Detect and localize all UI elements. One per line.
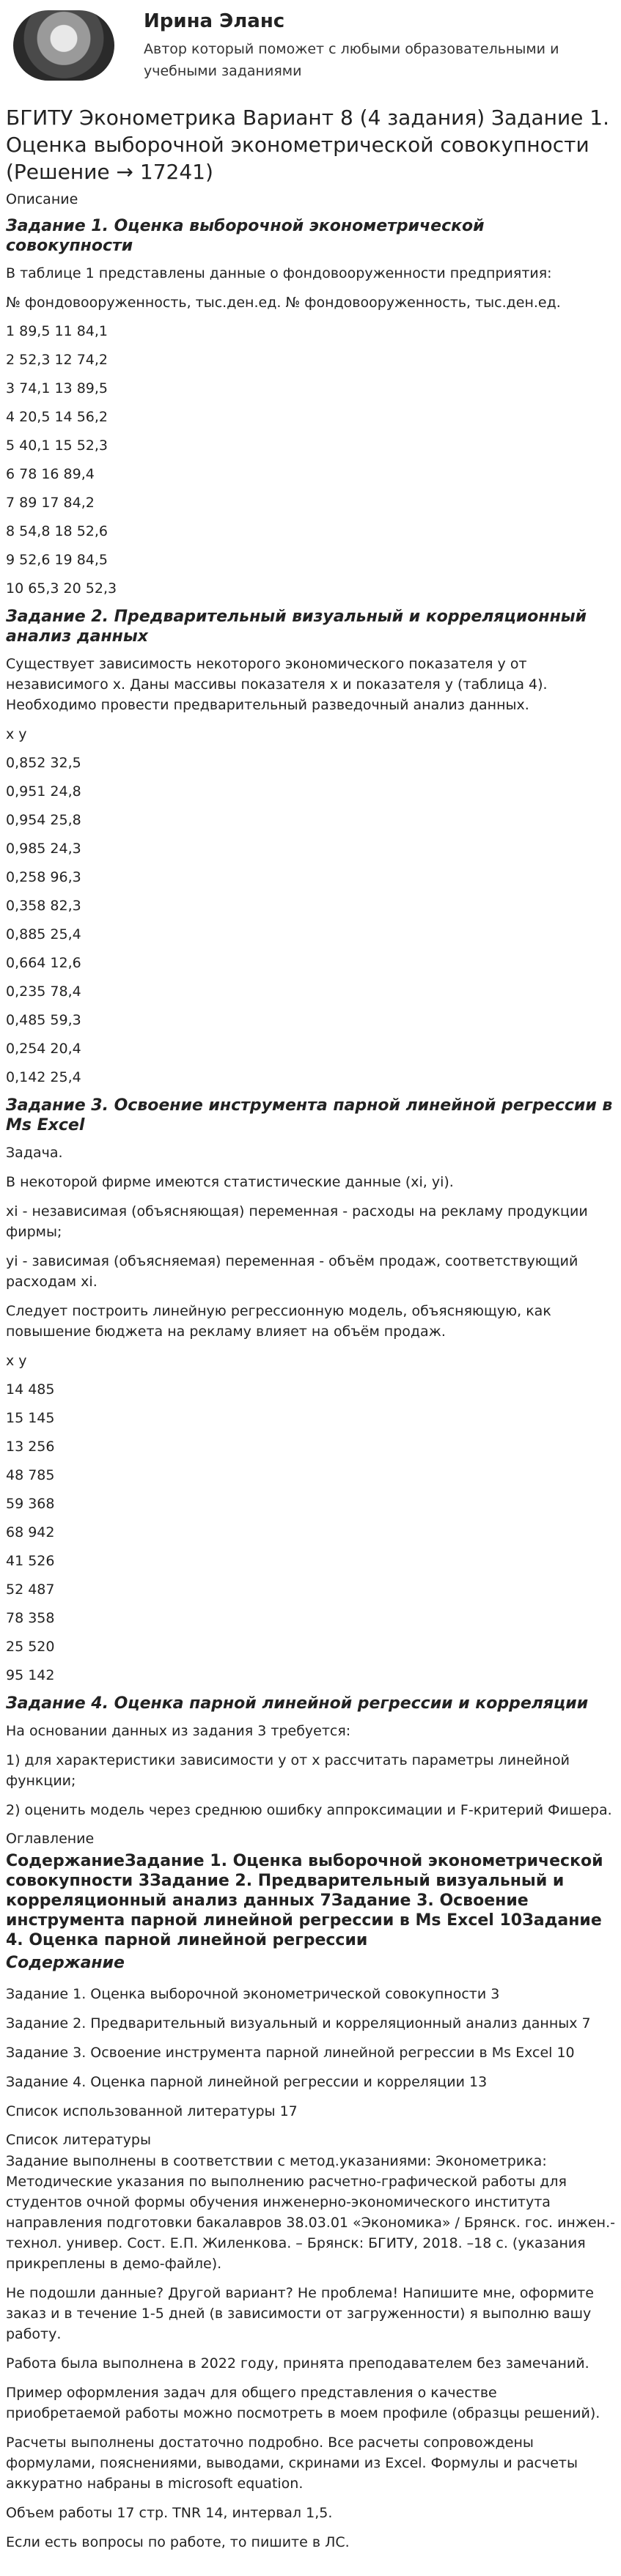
table-row: 7 89 17 84,2 (6, 495, 95, 511)
task3-p3: yi - зависимая (объясняемая) переменная - объём продаж, соответствующий расходам xi. (6, 1253, 578, 1290)
footer-p6: Если есть вопросы по работе, то пишите в ЛС. (6, 2534, 350, 2550)
table-row: 41 526 (6, 1553, 55, 1569)
task3-heading: Задание 3. Освоение инструмента парной линейной регрессии в Ms Excel (6, 1096, 613, 1134)
table-row: 0,142 25,4 (6, 1069, 81, 1085)
table-row: 5 40,1 15 52,3 (6, 438, 108, 454)
task2-intro: Существует зависимость некоторого экономического показателя y от независимого x. Даны массивы показателя x и показателя y (таблица 4). Необходимо провести предварительный разведочный анализ данных. (6, 656, 548, 713)
table-row: 0,885 25,4 (6, 926, 81, 942)
author-info (144, 10, 584, 82)
task2-heading: Задание 2. Предварительный визуальный и корреляционный анализ данных (6, 608, 587, 646)
table-row: 9 52,6 19 84,5 (6, 552, 108, 568)
table-row: 0,254 20,4 (6, 1041, 81, 1057)
task4-p3: 2) оценить модель через среднюю ошибку аппроксимации и F-критерий Фишера. (6, 1802, 612, 1818)
footer-p5: Объем работы 17 стр. TNR 14, интервал 1,5. (6, 2505, 333, 2521)
toc-bold-block: СодержаниеЗадание 1. Оценка выборочной эконометрической совокупности 3Задание 2. Предварительный визуальный и корреляционный анализ данных 7Задание 3. Освоение инструмента парной линейной регрессии в Ms Excel 10Задание 4. Оценка парной линейной регрессии (6, 1852, 603, 1949)
list-item: Задание 4. Оценка парной линейной регрессии и корреляции 13 (6, 2074, 488, 2090)
table-row: 68 942 (6, 1524, 55, 1540)
toc-list (6, 1984, 615, 2122)
table-row: 0,358 82,3 (6, 898, 81, 914)
footer-p1: Не подошли данные? Другой вариант? Не проблема! Напишите мне, оформите заказ и в течение 1-5 дней (в зависимости от загруженности) я выполню вашу работу. (6, 2285, 594, 2342)
table-row: 25 520 (6, 1639, 55, 1655)
table-row: 52 487 (6, 1582, 55, 1598)
toc-label: Оглавление (6, 1831, 95, 1847)
table-row: 95 142 (6, 1667, 55, 1683)
description-label: Описание (6, 191, 78, 207)
table-row: 1 89,5 11 84,1 (6, 323, 108, 339)
task1-heading: Задание 1. Оценка выборочной эконометрической совокупности (6, 217, 485, 255)
table-row: 0,485 59,3 (6, 1012, 81, 1028)
task4-p2: 1) для характеристики зависимости y от x рассчитать параметры линейной функции; (6, 1752, 570, 1789)
task3-columns: x y (6, 1353, 27, 1369)
task3-p4: Следует построить линейную регрессионную модель, объясняющую, как повышение бюджета на рекламу влияет на объём продаж. (6, 1303, 551, 1340)
task2-columns: x y (6, 726, 27, 742)
table-row: 48 785 (6, 1467, 55, 1483)
table-row: 4 20,5 14 56,2 (6, 409, 108, 425)
literature-text: Задание выполнены в соответствии с метод.указаниями: Эконометрика: Методические указания по выполнению расчетно-графической работы для студентов очной формы обучения инженерно-экономического института направления подготовки бакалавров 38.03.01 «Экономика» / Брянск. гос. инжен.-технол. универ. Сост. Е.П. Жиленкова. – Брянск: БГИТУ, 2018. –18 с. (указания прикреплены в демо-файле). (6, 2153, 615, 2272)
table-row: 6 78 16 89,4 (6, 466, 95, 482)
task1-table (6, 321, 615, 599)
table-row: 0,852 32,5 (6, 755, 81, 771)
table-row: 59 368 (6, 1496, 55, 1512)
footer-p3: Пример оформления задач для общего представления о качестве приобретаемой работы можно посмотреть в моем профиле (образцы решений). (6, 2385, 600, 2421)
page-title: БГИТУ Эконометрика Вариант 8 (4 задания) Задание 1. Оценка выборочной эконометрической совокупности (Решение → 17241) (6, 106, 610, 184)
table-row: 3 74,1 13 89,5 (6, 380, 108, 396)
literature-label: Список литературы (6, 2132, 151, 2148)
table-row: 78 358 (6, 1610, 55, 1626)
list-item: Список использованной литературы 17 (6, 2103, 298, 2119)
table-row: 0,951 24,8 (6, 783, 81, 800)
task4-heading: Задание 4. Оценка парной линейной регрессии и корреляции (6, 1694, 589, 1713)
table-row: 8 54,8 18 52,6 (6, 523, 108, 539)
footer-p4: Расчеты выполнены достаточно подробно. Все расчеты сопровождены формулами, пояснениями, выводами, скринами из Excel. Формулы и расчеты аккуратно набраны в microsoft equation. (6, 2435, 578, 2492)
table-row: 0,664 12,6 (6, 955, 81, 971)
task3-p2: xi - независимая (объясняющая) переменная - расходы на рекламу продукции фирмы; (6, 1203, 588, 1240)
task2-table (6, 753, 615, 1088)
author-description: Автор который поможет с любыми образовательными и учебными заданиями (144, 41, 559, 79)
table-row: 2 52,3 12 74,2 (6, 352, 108, 368)
task4-p1: На основании данных из задания 3 требуется: (6, 1723, 351, 1739)
author-name[interactable]: Ирина Эланс (144, 10, 285, 32)
list-item: Задание 1. Оценка выборочной эконометрической совокупности 3 (6, 1986, 500, 2002)
list-item: Задание 2. Предварительный визуальный и корреляционный анализ данных 7 (6, 2015, 591, 2031)
table-row: 10 65,3 20 52,3 (6, 580, 117, 597)
task3-p1: В некоторой фирме имеются статистические данные (xi, yi). (6, 1174, 454, 1190)
avatar[interactable] (13, 10, 114, 81)
footer-p2: Работа была выполнена в 2022 году, принята преподавателем без замечаний. (6, 2355, 589, 2372)
task3-label: Задача. (6, 1145, 63, 1161)
task1-intro: В таблице 1 представлены данные о фондовооруженности предприятия: (6, 265, 552, 281)
table-row: 0,985 24,3 (6, 841, 81, 857)
toc-heading: Содержание (6, 1954, 125, 1972)
table-row: 15 145 (6, 1410, 55, 1426)
table-row: 0,235 78,4 (6, 983, 81, 1000)
task1-columns: № фондовооруженность, тыс.ден.ед. № фондовооруженность, тыс.ден.ед. (6, 295, 561, 311)
author-header (6, 6, 615, 91)
table-row: 14 485 (6, 1381, 55, 1398)
task3-table (6, 1379, 615, 1686)
table-row: 13 256 (6, 1439, 55, 1455)
table-row: 0,258 96,3 (6, 869, 81, 885)
table-row: 0,954 25,8 (6, 812, 81, 828)
list-item: Задание 3. Освоение инструмента парной линейной регрессии в Ms Excel 10 (6, 2045, 575, 2061)
